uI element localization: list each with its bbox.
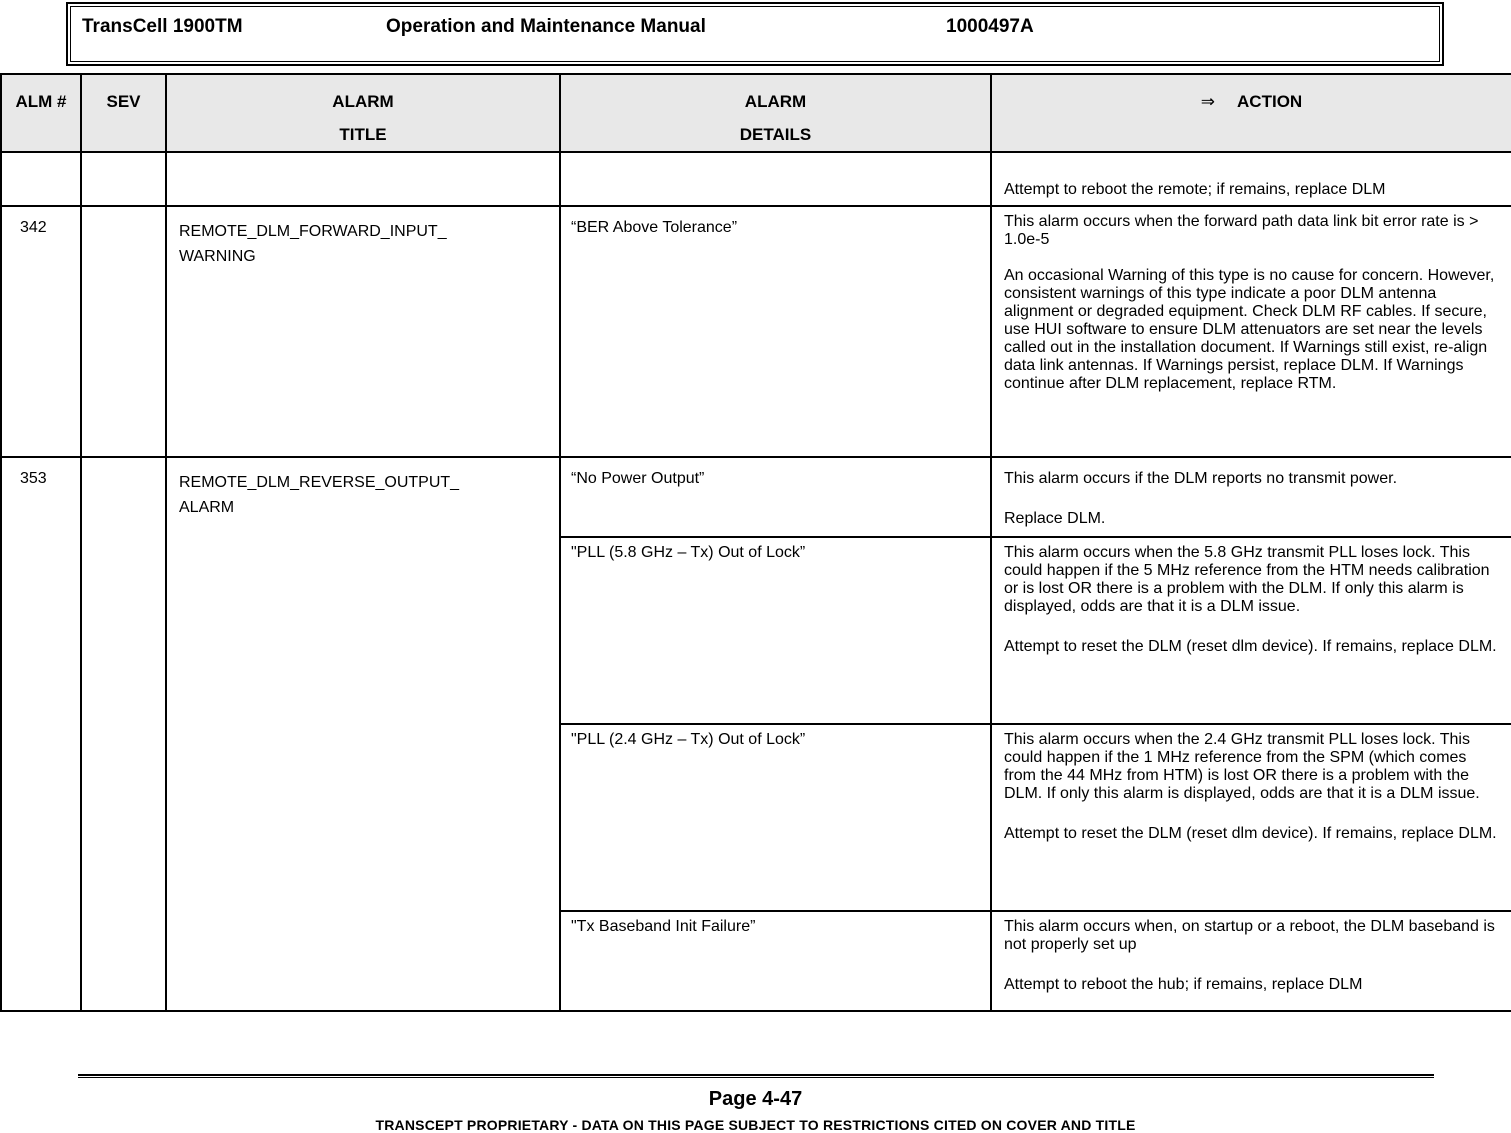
- page-header: [66, 2, 1444, 66]
- action-text-p1: This alarm occurs when the 5.8 GHz transmit PLL loses lock. This could happen if the 5 MHz reference from the HTM needs calibration or is lost OR there is a problem with the DLM. If only this alarm is displayed, odds are that it is a DLM issue.: [1004, 544, 1490, 615]
- alarm-title-line2: ALARM: [179, 499, 235, 516]
- cell-alarm-details: "Tx Baseband Init Failure”: [560, 911, 991, 1011]
- cell-alarm-number: 342: [1, 206, 81, 457]
- alarm-title-line1: REMOTE_DLM_REVERSE_OUTPUT_: [179, 474, 460, 491]
- alarm-title-line2: WARNING: [179, 248, 256, 265]
- col-header-alm-label: ALM #: [15, 92, 67, 111]
- col-header-details-line2: DETAILS: [739, 125, 812, 144]
- alarm-table: [0, 73, 1511, 1012]
- col-header-alm: [1, 74, 81, 152]
- proprietary-notice: TRANSCEPT PROPRIETARY - DATA ON THIS PAGE SUBJECT TO RESTRICTIONS CITED ON COVER AND TITLE: [375, 1117, 1136, 1133]
- action-text-p2: Attempt to reboot the hub; if remains, replace DLM: [1004, 976, 1363, 993]
- cell-action: [991, 206, 1511, 457]
- action-text-p1: This alarm occurs when the 2.4 GHz transmit PLL loses lock. This could happen if the 1 MHz reference from the SPM (which comes from the 44 MHz from HTM) is lost OR there is a problem with the DLM. If only this alarm is displayed, odds are that it is a DLM issue.: [1004, 731, 1480, 802]
- cell-empty: [1, 152, 81, 206]
- page-number: Page 4-47: [708, 1088, 803, 1110]
- col-header-details: [560, 74, 991, 152]
- col-header-title: [166, 74, 560, 152]
- footer-divider: [78, 1074, 1434, 1078]
- cell-empty: [81, 152, 166, 206]
- header-doc-number: 1000497A: [946, 16, 1034, 37]
- cell-alarm-details: “No Power Output”: [560, 457, 991, 537]
- cell-alarm-details: “BER Above Tolerance”: [560, 206, 991, 457]
- cell-alarm-number: 353: [1, 457, 81, 1011]
- action-text-p2: An occasional Warning of this type is no cause for concern. However, consistent warnings of this type indicate a poor DLM antenna alignment or degraded equipment. Check DLM RF cables. If secure, use HUI software to ensure DLM attenuators are set near the levels called out in the installation document. If Warnings still exist, re-align data link antennas. If Warnings persist, replace DLM. If Warnings continue after DLM replacement, replace RTM.: [1004, 267, 1495, 392]
- cell-action: [991, 152, 1511, 206]
- table-header-row: [1, 74, 1511, 152]
- col-header-title-line1: ALARM: [332, 92, 394, 111]
- col-header-action-label: ACTION: [1237, 92, 1303, 111]
- cell-severity: [81, 457, 166, 1011]
- cell-alarm-title: [166, 206, 560, 457]
- table-row-alarm-353-a: [1, 457, 1511, 537]
- action-text-p1: This alarm occurs if the DLM reports no transmit power.: [1004, 470, 1398, 487]
- action-text-p1: This alarm occurs when, on startup or a reboot, the DLM baseband is not properly set up: [1004, 918, 1495, 953]
- header-product: TransCell 1900TM: [82, 16, 243, 37]
- cell-empty: [166, 152, 560, 206]
- alarm-title-line1: REMOTE_DLM_FORWARD_INPUT_: [179, 223, 447, 240]
- arrow-right-icon: ⇒: [1200, 92, 1216, 111]
- table-row-continuation: [1, 152, 1511, 206]
- cell-alarm-title: [166, 457, 560, 1011]
- cell-action: [991, 724, 1511, 911]
- action-text-p2: Attempt to reset the DLM (reset dlm device). If remains, replace DLM.: [1004, 825, 1497, 842]
- cell-action: [991, 537, 1511, 724]
- col-header-sev: [81, 74, 166, 152]
- action-text-p2: Attempt to reset the DLM (reset dlm device). If remains, replace DLM.: [1004, 638, 1497, 655]
- cell-action: [991, 457, 1511, 537]
- col-header-title-line2: TITLE: [339, 125, 387, 144]
- header-manual-title: Operation and Maintenance Manual: [386, 16, 706, 37]
- cell-empty: [560, 152, 991, 206]
- col-header-sev-label: SEV: [106, 92, 141, 111]
- cell-alarm-details: "PLL (2.4 GHz – Tx) Out of Lock”: [560, 724, 991, 911]
- col-header-action: [991, 74, 1511, 152]
- col-header-details-line1: ALARM: [744, 92, 807, 111]
- table-row-alarm-342: [1, 206, 1511, 457]
- cell-alarm-details: "PLL (5.8 GHz – Tx) Out of Lock”: [560, 537, 991, 724]
- action-text-p2: Replace DLM.: [1004, 510, 1106, 527]
- action-text-p1: This alarm occurs when the forward path data link bit error rate is > 1.0e-5: [1004, 213, 1479, 248]
- cell-severity: [81, 206, 166, 457]
- cell-action: [991, 911, 1511, 1011]
- action-text: Attempt to reboot the remote; if remains, replace DLM: [1004, 181, 1386, 198]
